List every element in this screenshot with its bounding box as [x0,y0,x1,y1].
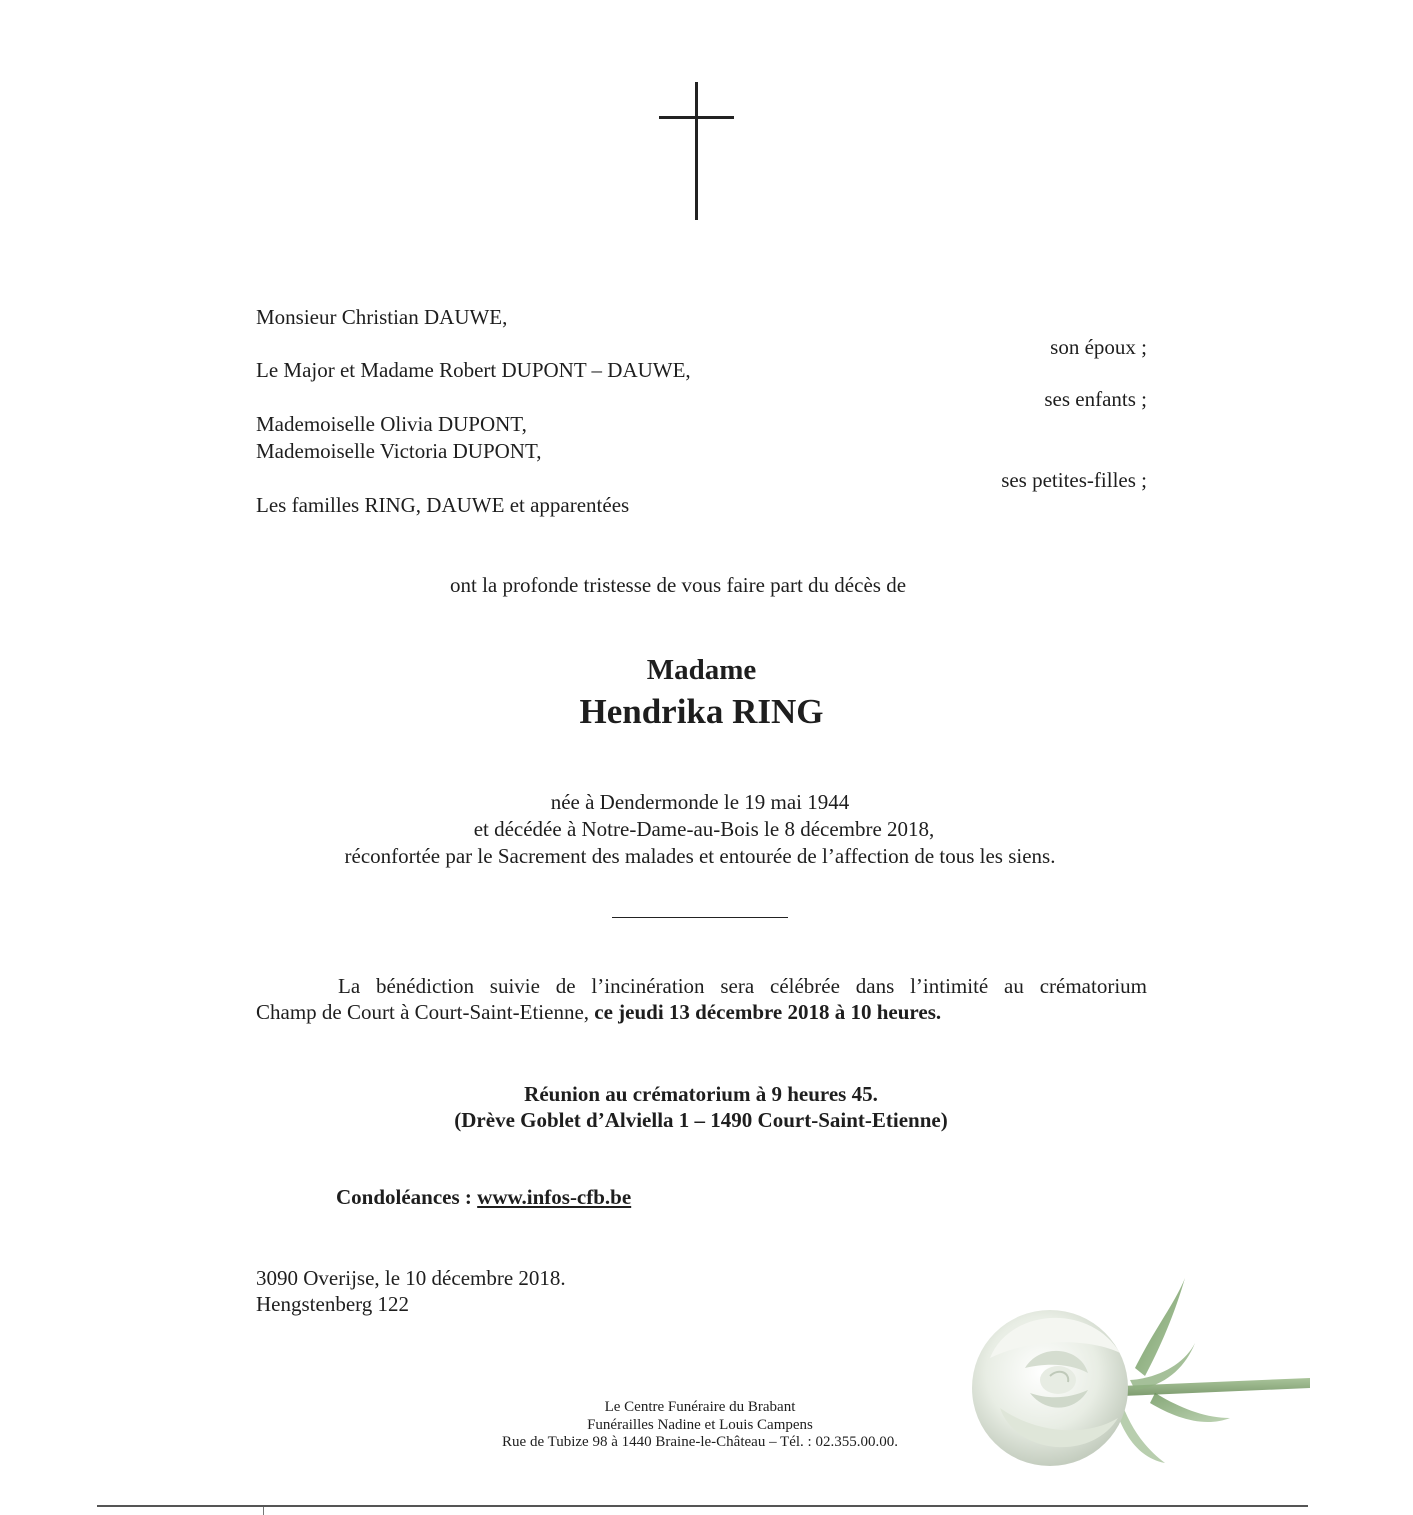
granddaughters-role: ses petites-filles ; [1001,468,1147,492]
white-rose-image [970,1268,1315,1473]
bottom-rule [97,1505,1308,1507]
divider [612,917,788,918]
families-line: Les familles RING, DAUWE et apparentées [256,493,630,517]
meeting-line-1: Réunion au crématorium à 9 heures 45. [524,1082,878,1106]
deceased-name: Hendrika RING [579,692,824,731]
birth-line: née à Dendermonde le 19 mai 1944 [550,790,850,814]
husband-name: Monsieur Christian DAUWE, [256,305,508,329]
death-line: et décédée à Notre-Dame-au-Bois le 8 décembre 2018, [473,817,935,841]
ceremony-line-2 [256,999,941,1025]
meeting-line-2: (Drève Goblet d’Alviella 1 – 1490 Court-Saint-Etienne) [454,1108,948,1132]
footer-line-2: Funérailles Nadine et Louis Campens [587,1417,813,1433]
condolences-label: Condoléances : [336,1185,478,1209]
condolences [336,1184,631,1210]
announcement-text: ont la profonde tristesse de vous faire part du décès de [450,573,907,597]
deceased-title: Madame [646,654,757,686]
granddaughter-1: Mademoiselle Olivia DUPONT, [256,412,527,436]
condolences-link[interactable]: www.infos-cfb.be [477,1185,632,1209]
ceremony-line-1: La bénédiction suivie de l’incinération sera célébrée dans l’intimité au crématorium [338,974,1147,998]
footer-line-3: Rue de Tubize 98 à 1440 Braine-le-Château – Tél. : 02.355.00.00. [502,1434,898,1450]
footer-line-1: Le Centre Funéraire du Brabant [604,1399,796,1415]
comfort-line: réconfortée par le Sacrement des malades et entourée de l’affection de tous les siens. [344,844,1056,868]
children-role: ses enfants ; [1044,387,1147,411]
granddaughter-2: Mademoiselle Victoria DUPONT, [256,439,542,463]
address-line-1: 3090 Overijse, le 10 décembre 2018. [256,1266,566,1290]
husband-role: son époux ; [1050,335,1147,359]
ceremony-location: Champ de Court à Court-Saint-Etienne, [256,1000,595,1024]
ceremony-date: ce jeudi 13 décembre 2018 à 10 heures. [594,1000,942,1024]
address-line-2: Hengstenberg 122 [256,1292,409,1316]
children-name: Le Major et Madame Robert DUPONT – DAUWE, [256,358,691,382]
bottom-tick [263,1507,264,1515]
